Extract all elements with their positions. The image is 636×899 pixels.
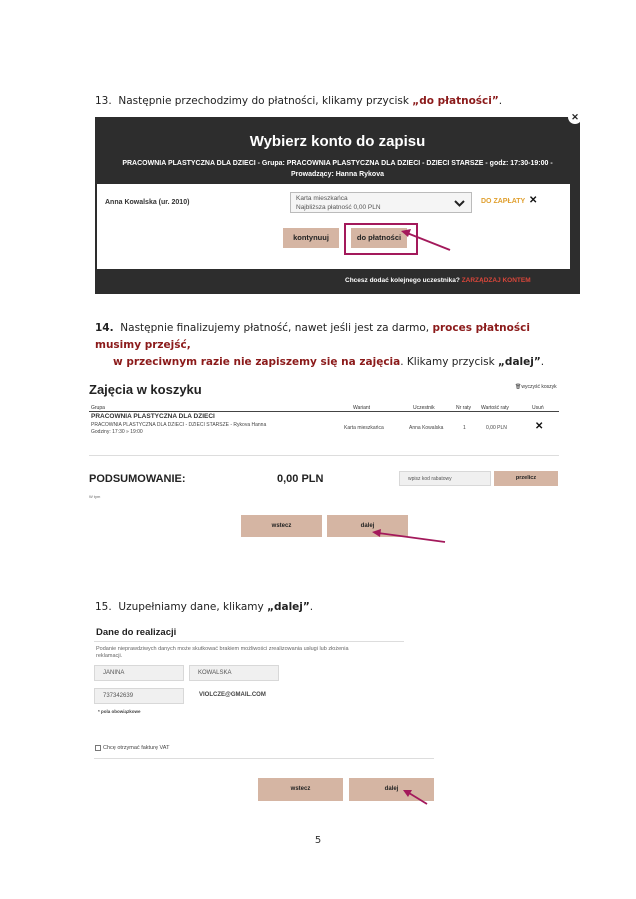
add-participant-question: Chcesz dodać kolejnego uczestnika? bbox=[345, 277, 460, 284]
summary-value: 0,00 PLN bbox=[277, 473, 324, 485]
cart-back-button[interactable]: wstecz bbox=[241, 515, 322, 537]
modal-subtitle: PRACOWNIA PLASTYCZNA DLA DZIECI - Grupa: PRACOWNIA PLASTYCZNA DLA DZIECI - DZIECI STARSZE - godz: 17:30-19:00 - Prowadzący: Hanna Rykova bbox=[122, 160, 553, 178]
cart-group-desc: PRACOWNIA PLASTYCZNA DLA DZIECI - DZIECI STARSZE - Rykova Hanna bbox=[91, 422, 267, 428]
step14-text2: . Klikamy przycisk bbox=[400, 356, 499, 368]
step15-paragraph bbox=[95, 601, 313, 613]
cart-title: Zajęcia w koszyku bbox=[89, 382, 202, 397]
step15-text: Uzupełniamy dane, klikamy bbox=[118, 601, 268, 613]
cart-installment: 1 bbox=[463, 425, 466, 431]
cart-group-time: Godziny: 17:30 » 19:00 bbox=[91, 429, 143, 435]
cart-variant: Karta mieszkańca bbox=[344, 425, 384, 431]
payment-variant-select[interactable] bbox=[290, 192, 472, 213]
remove-icon[interactable]: ✕ bbox=[529, 195, 538, 206]
step14-number: 14. bbox=[95, 322, 114, 334]
step14-paragraph bbox=[95, 320, 565, 371]
last-name-field[interactable]: KOWALSKA bbox=[189, 665, 279, 681]
vat-checkbox-label: Chcę otrzymać fakturę VAT bbox=[103, 745, 170, 751]
clear-cart-label: wyczyść koszyk bbox=[521, 384, 557, 390]
header-group: Grupa bbox=[91, 405, 105, 411]
cart-participant: Anna Kowalska bbox=[409, 425, 444, 431]
email-field[interactable]: VIOLCZE@GMAIL.COM bbox=[199, 692, 266, 698]
step15-end: . bbox=[309, 601, 314, 613]
step14-end: . bbox=[540, 356, 545, 368]
form-warning: Podanie nieprawdziwych danych może skutkować brakiem możliwości zrealizowania usługi lub złożenia reklamacji. bbox=[96, 646, 349, 659]
modal-inner-panel bbox=[97, 184, 570, 269]
clear-cart-link[interactable] bbox=[515, 384, 557, 390]
step13-end: . bbox=[498, 95, 503, 107]
coupon-input[interactable]: wpisz kod rabatowy bbox=[399, 471, 491, 486]
manage-account-link[interactable]: ZARZĄDZAJ KONTEM bbox=[461, 277, 531, 284]
step14-bold: „dalej” bbox=[498, 356, 541, 368]
pay-button[interactable]: do płatności bbox=[351, 228, 407, 248]
form-back-button[interactable]: wstecz bbox=[258, 778, 343, 801]
header-remove: Usuń bbox=[532, 405, 544, 411]
arrow-icon bbox=[400, 787, 430, 807]
required-note: * pola obowiązkowe bbox=[98, 709, 141, 714]
continue-button[interactable]: kontynuuj bbox=[283, 228, 339, 248]
account-modal bbox=[95, 117, 580, 294]
summary-label: PODSUMOWANIE: bbox=[89, 473, 186, 485]
phone-field[interactable]: 737342639 bbox=[94, 688, 184, 704]
cart-row-divider bbox=[89, 455, 559, 456]
step14-text1: Następnie finalizujemy płatność, nawet jeśli jest za darmo, bbox=[120, 322, 433, 334]
remove-item-icon[interactable]: ✕ bbox=[535, 421, 544, 432]
select-line2: Najbliższa płatność 0,00 PLN bbox=[296, 204, 381, 211]
form-divider bbox=[94, 758, 434, 759]
arrow-icon bbox=[395, 225, 455, 255]
header-variant: Wariant bbox=[353, 405, 371, 411]
page-number: 5 bbox=[314, 835, 322, 846]
add-participant-text bbox=[345, 277, 531, 284]
participant-name: Anna Kowalska (ur. 2010) bbox=[105, 199, 190, 206]
close-icon[interactable]: ✕ bbox=[568, 110, 582, 124]
form-title: Dane do realizacji bbox=[96, 627, 177, 638]
step14-highlight1: proces płatności musimy przejść, bbox=[95, 322, 530, 351]
trash-icon: 🗑 bbox=[515, 384, 522, 390]
cart-group-name: PRACOWNIA PLASTYCZNA DLA DZIECI bbox=[91, 413, 215, 420]
recalculate-button[interactable]: przelicz bbox=[494, 471, 558, 486]
select-line1: Karta mieszkańca bbox=[296, 195, 348, 202]
header-installment: Nr raty bbox=[456, 405, 471, 411]
cart-next-button[interactable]: dalej bbox=[327, 515, 408, 537]
header-amount: Wartość raty bbox=[481, 405, 509, 411]
vat-note: W tym bbox=[89, 494, 101, 499]
form-title-divider bbox=[94, 641, 404, 642]
first-name-field[interactable]: JANINA bbox=[94, 665, 184, 681]
step13-paragraph bbox=[95, 95, 502, 107]
step15-bold: „dalej” bbox=[267, 601, 310, 613]
chevron-down-icon bbox=[454, 200, 465, 207]
form-next-button[interactable]: dalej bbox=[349, 778, 434, 801]
vat-checkbox[interactable] bbox=[95, 745, 101, 751]
arrow-icon bbox=[370, 528, 450, 548]
step14-highlight2: w przeciwnym razie nie zapiszemy się na zajęcia bbox=[113, 356, 401, 368]
step13-number: 13. bbox=[95, 95, 112, 107]
status-badge: DO ZAPŁATY bbox=[481, 198, 526, 205]
header-participant: Uczestnik bbox=[413, 405, 435, 411]
modal-title: Wybierz konto do zapisu bbox=[249, 133, 426, 150]
step15-number: 15. bbox=[95, 601, 112, 613]
step13-highlight: „do płatności” bbox=[412, 95, 499, 107]
cart-amount: 0,00 PLN bbox=[486, 425, 507, 431]
table-header-divider bbox=[89, 411, 559, 412]
step13-text: Następnie przechodzimy do płatności, klikamy przycisk bbox=[118, 95, 413, 107]
